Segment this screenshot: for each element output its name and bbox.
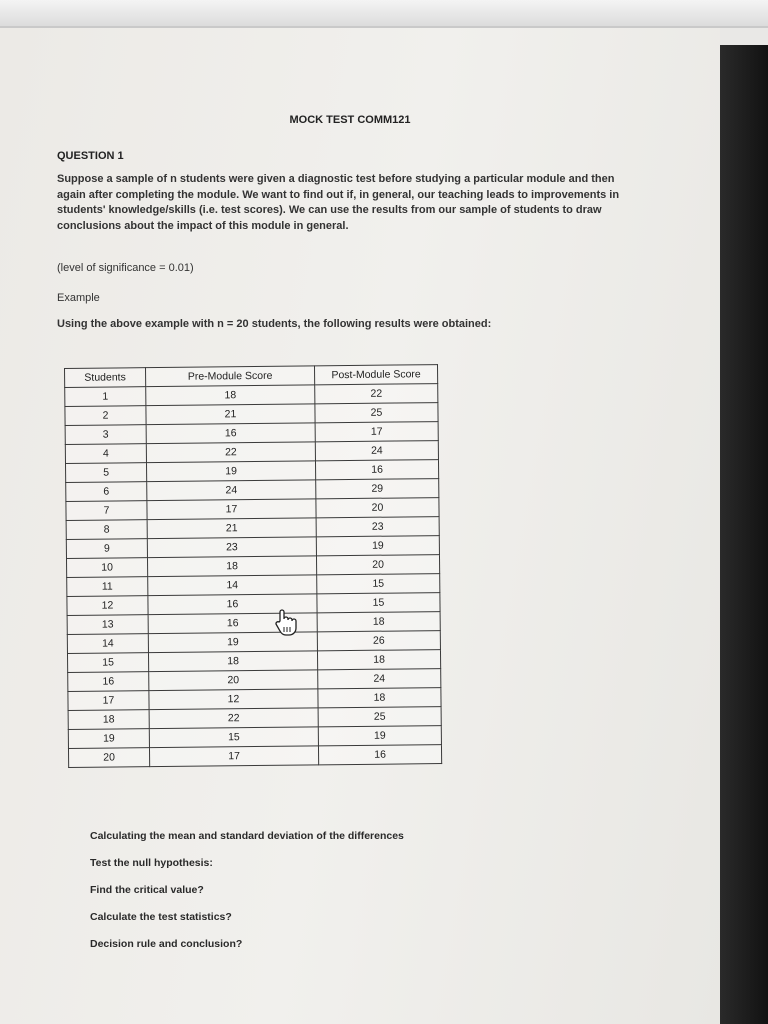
document-title: MOCK TEST COMM121 <box>289 114 411 126</box>
cell-student: 6 <box>66 482 147 502</box>
cell-student: 11 <box>67 577 148 597</box>
cell-pre-score: 24 <box>147 480 316 501</box>
cell-pre-score: 16 <box>148 594 317 615</box>
cell-pre-score: 22 <box>149 708 318 729</box>
cell-post-score: 22 <box>315 384 438 404</box>
task-null-hypothesis: Test the null hypothesis: <box>90 857 213 869</box>
question-heading: QUESTION 1 <box>57 150 124 162</box>
cell-pre-score: 14 <box>148 575 317 596</box>
cell-pre-score: 21 <box>147 518 316 539</box>
cell-student: 7 <box>66 501 147 521</box>
cell-student: 2 <box>65 406 146 426</box>
cell-pre-score: 21 <box>146 404 315 425</box>
cell-post-score: 24 <box>318 669 441 689</box>
cell-student: 5 <box>66 463 147 483</box>
cell-student: 20 <box>68 748 149 768</box>
cell-student: 8 <box>66 520 147 540</box>
header-post-module: Post-Module Score <box>314 365 437 385</box>
cell-student: 19 <box>68 729 149 749</box>
cell-student: 15 <box>67 653 148 673</box>
cell-pre-score: 22 <box>146 442 315 463</box>
cell-student: 4 <box>65 444 146 464</box>
cell-student: 13 <box>67 615 148 635</box>
table-body <box>65 384 442 768</box>
cell-pre-score: 16 <box>146 423 315 444</box>
cell-pre-score: 15 <box>149 727 318 748</box>
cell-student: 16 <box>68 672 149 692</box>
cell-post-score: 23 <box>316 517 439 537</box>
significance-level: (level of significance = 0.01) <box>57 262 194 274</box>
cell-student: 1 <box>65 387 146 407</box>
screen-top-band <box>0 0 768 28</box>
cell-post-score: 18 <box>317 612 440 632</box>
task-decision-rule: Decision rule and conclusion? <box>90 938 243 950</box>
cell-student: 18 <box>68 710 149 730</box>
cell-student: 12 <box>67 596 148 616</box>
cell-post-score: 18 <box>317 650 440 670</box>
cell-student: 10 <box>66 558 147 578</box>
cell-post-score: 25 <box>315 403 438 423</box>
cell-post-score: 15 <box>317 574 440 594</box>
cell-post-score: 16 <box>318 745 441 765</box>
cell-post-score: 20 <box>316 555 439 575</box>
cell-pre-score: 19 <box>148 632 317 653</box>
cell-pre-score: 12 <box>149 689 318 710</box>
task-mean-sd: Calculating the mean and standard deviation of the differences <box>90 830 404 842</box>
cell-student: 9 <box>66 539 147 559</box>
scores-table <box>64 364 442 768</box>
cell-pre-score: 18 <box>148 651 317 672</box>
header-students: Students <box>65 368 146 388</box>
cell-pre-score: 20 <box>149 670 318 691</box>
task-critical-value: Find the critical value? <box>90 884 204 896</box>
cell-post-score: 19 <box>316 536 439 556</box>
cell-post-score: 15 <box>317 593 440 613</box>
scores-table-container <box>64 364 442 768</box>
cell-student: 17 <box>68 691 149 711</box>
sample-description: Using the above example with n = 20 students, the following results were obtained: <box>57 318 492 330</box>
cell-pre-score: 17 <box>149 746 318 767</box>
task-list <box>90 828 404 963</box>
cell-pre-score: 16 <box>148 613 317 634</box>
cell-post-score: 24 <box>315 441 438 461</box>
example-label: Example <box>57 292 100 304</box>
cell-post-score: 20 <box>316 498 439 518</box>
header-pre-module: Pre-Module Score <box>146 366 315 387</box>
cell-student: 14 <box>67 634 148 654</box>
hand-pointer-icon <box>270 607 300 637</box>
cell-post-score: 25 <box>318 707 441 727</box>
cell-post-score: 29 <box>316 479 439 499</box>
table-row <box>68 745 441 768</box>
cell-post-score: 16 <box>315 460 438 480</box>
cell-post-score: 18 <box>318 688 441 708</box>
monitor-bezel <box>720 45 768 1024</box>
cell-pre-score: 17 <box>147 499 316 520</box>
task-test-statistic: Calculate the test statistics? <box>90 911 232 923</box>
cell-pre-score: 18 <box>146 385 315 406</box>
cell-pre-score: 23 <box>147 537 316 558</box>
cell-post-score: 19 <box>318 726 441 746</box>
cell-post-score: 26 <box>317 631 440 651</box>
cell-post-score: 17 <box>315 422 438 442</box>
cell-student: 3 <box>65 425 146 445</box>
cell-pre-score: 18 <box>147 556 316 577</box>
intro-paragraph: Suppose a sample of n students were given a diagnostic test before studying a particular module and then again after completing the module. We want to find out if, in general, our teaching leads to improvements in students' knowledge/skills (i.e. test scores). We can use the results from our sample of students to draw conclusions about the impact of this module in general. <box>57 173 620 232</box>
cell-pre-score: 19 <box>146 461 315 482</box>
